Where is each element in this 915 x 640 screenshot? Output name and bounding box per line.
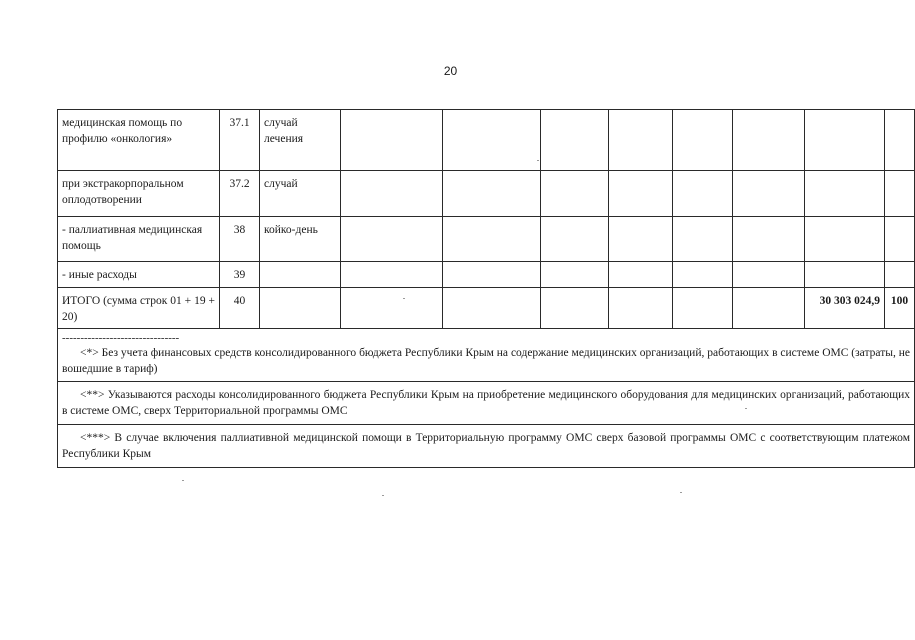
row-unit-cell: случай (260, 171, 341, 217)
row-total-cell (805, 110, 885, 171)
empty-cell (341, 110, 443, 171)
empty-cell (541, 110, 609, 171)
empty-cell (733, 217, 805, 262)
row-percent-cell (885, 217, 915, 262)
table-row (58, 171, 915, 217)
row-total-cell: 30 303 024,9 (805, 288, 885, 329)
empty-cell (541, 262, 609, 288)
empty-cell (609, 262, 673, 288)
empty-cell (341, 288, 443, 329)
row-percent-cell (885, 110, 915, 171)
empty-cell (541, 217, 609, 262)
financing-table (57, 109, 915, 468)
row-name-cell: - иные расходы (58, 262, 220, 288)
footnote-cell-2 (58, 382, 915, 425)
row-name-cell: медицинская помощь по профилю «онкология» (58, 110, 220, 171)
footnote-row (58, 382, 915, 425)
empty-cell (733, 262, 805, 288)
row-name-cell: при экстракорпоральном оплодотворении (58, 171, 220, 217)
empty-cell (443, 110, 541, 171)
row-unit-cell: случай лечения (260, 110, 341, 171)
scan-speck (403, 298, 405, 299)
row-unit-cell (260, 262, 341, 288)
footnote-1: <*> Без учета финансовых средств консолидированного бюджета Республики Крым на содержание медицинских организаций, работающих в системе ОМС (затраты, не вошедшие в тариф) (62, 347, 910, 375)
scan-speck (182, 480, 184, 481)
row-total-cell (805, 217, 885, 262)
empty-cell (541, 288, 609, 329)
row-total-cell (805, 262, 885, 288)
footnote-cell-3 (58, 425, 915, 468)
empty-cell (609, 110, 673, 171)
scan-speck (745, 408, 747, 409)
empty-cell (609, 171, 673, 217)
footnote-separator: -------------------------------- (62, 332, 180, 344)
table-row-total (58, 288, 915, 329)
footnote-cell-1 (58, 329, 915, 382)
scan-speck (382, 495, 384, 496)
table-row (58, 262, 915, 288)
empty-cell (733, 171, 805, 217)
scan-speck (680, 492, 682, 493)
empty-cell (609, 217, 673, 262)
row-percent-cell (885, 171, 915, 217)
footnote-row (58, 329, 915, 382)
empty-cell (341, 217, 443, 262)
row-code-cell: 39 (220, 262, 260, 288)
row-name-cell: - паллиативная медицинская помощь (58, 217, 220, 262)
footnote-2: <**> Указываются расходы консолидированного бюджета Республики Крым на приобретение медицинского оборудования для медицинских организаций, работающих в системе ОМС, сверх Территориальной программы ОМС (62, 389, 910, 417)
row-unit-cell (260, 288, 341, 329)
empty-cell (673, 217, 733, 262)
empty-cell (443, 288, 541, 329)
empty-cell (341, 171, 443, 217)
row-percent-cell (885, 262, 915, 288)
empty-cell (673, 110, 733, 171)
row-code-cell: 37.2 (220, 171, 260, 217)
empty-cell (733, 288, 805, 329)
scan-speck (537, 160, 539, 161)
empty-cell (341, 262, 443, 288)
table-row (58, 217, 915, 262)
empty-cell (673, 171, 733, 217)
row-code-cell: 37.1 (220, 110, 260, 171)
empty-cell (443, 262, 541, 288)
empty-cell (673, 262, 733, 288)
row-total-cell (805, 171, 885, 217)
row-code-cell: 38 (220, 217, 260, 262)
row-name-cell: ИТОГО (сумма строк 01 + 19 + 20) (58, 288, 220, 329)
empty-cell (673, 288, 733, 329)
row-unit-cell: койко-день (260, 217, 341, 262)
row-percent-cell: 100 (885, 288, 915, 329)
empty-cell (609, 288, 673, 329)
empty-cell (541, 171, 609, 217)
footnote-3: <***> В случае включения паллиативной медицинской помощи в Территориальную программу ОМС сверх базовой программы ОМС с соответствующим платежом Республики Крым (62, 432, 910, 460)
page-number: 20 (443, 64, 458, 78)
empty-cell (733, 110, 805, 171)
empty-cell (443, 217, 541, 262)
empty-cell (443, 171, 541, 217)
table-row (58, 110, 915, 171)
row-code-cell: 40 (220, 288, 260, 329)
footnote-row (58, 425, 915, 468)
